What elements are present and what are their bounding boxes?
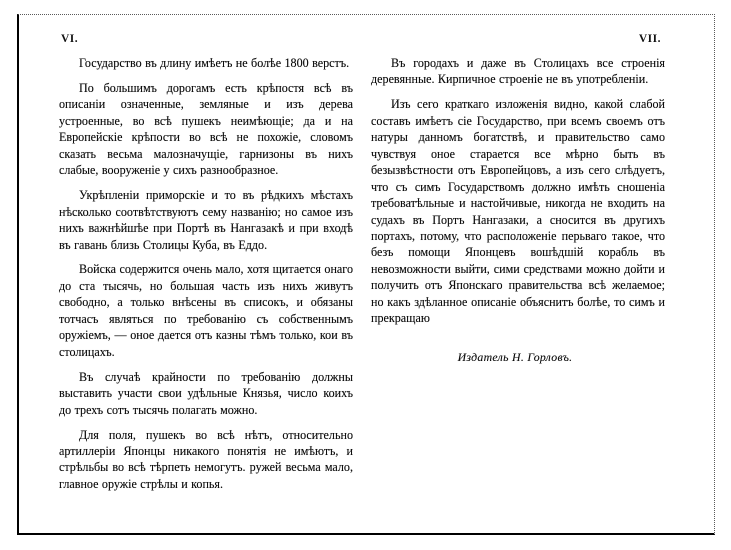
right-page-text-block — [371, 55, 665, 365]
left-page-column — [59, 29, 353, 492]
page-border-frame — [17, 14, 715, 535]
paragraph: Въ городахъ и даже въ Столицахъ все строенія деревянные. Кирпичное строеніе не въ употребленіи. — [371, 56, 665, 87]
paragraph: По большимъ дорогамъ есть крѣпостя всѣ въ описаніи означенные, земляные и изъ дерева устроенные, во всѣ пушекъ неимѣющіе; да и на Европейскіе крѣпости во всѣ не похожіе, словомъ сказать весьма малозначущіе, гарнизоны въ нихъ слабые, вооруженіе у сихъ разнообразное. — [59, 80, 353, 178]
paragraph: Въ случаѣ крайности по требованію должны выставить участи свои удѣльные Князья, число коихъ до трехъ сотъ тысячь полагать можно. — [59, 369, 353, 417]
right-page-folio-number: VII. — [638, 33, 661, 45]
right-page-column — [371, 29, 665, 365]
paragraph: Укрѣпленіи приморскіе и то въ рѣдкихъ мѣстахъ нѣсколько соотвѣтствуютъ сему названію; но самое изъ нихъ важнѣйшѣе при Портѣ въ Нангазакѣ и при входѣ въ гавань близь Столицы Куба, въ Еддо. — [59, 188, 353, 252]
left-page-text-block — [59, 55, 353, 492]
paragraph: Изъ сего краткаго изложенія видно, какой слабой составъ имѣетъ сіе Государство, при всемъ своемъ отъ натуры данномъ богатствѣ, и правительство само чувствуя оное старается все мѣрно быть въ безызвѣстности отъ Европейцовъ, а изъ сего слѣдуетъ, что съ симъ Государствомъ должно имѣть сношеніа требоватѣльные и настойчивые, никогда не входить на судахъ въ Портъ Нангазаки, а сносится въ другихъ портахъ, потому, что расположеніе перьваго такое, что безъ помощи Японцевъ вошѣдшій корабль въ невозможности выйти, сими средствами можно дойти и получить отъ Японскаго правительства всѣ желаемое; но какъ здѣланное описаніе объяснитъ болѣе, то симъ и прекращаю — [371, 97, 665, 326]
paragraph: Государство въ длину имѣетъ не болѣе 1800 верстъ. — [79, 56, 350, 70]
left-page-folio-number: VI. — [61, 33, 79, 45]
publisher-signature: Издатель Н. Горловъ. — [457, 349, 573, 364]
page-content-area — [19, 15, 717, 536]
paragraph: Войска содержится очень мало, хотя щитается онаго до ста тысячь, но большая часть изъ нихъ живутъ свободно, а только внѣсены въ списокъ, и обязаны тотчасъ являться по требованію съ собственнымъ оружіемъ, — оное дается отъ казны тѣмъ только, кои въ столицахъ. — [59, 262, 353, 359]
paragraph: Для поля, пушекъ во всѣ нѣтъ, относительно артиллеріи Японцы никакого понятія не имѣютъ, и стрѣльбы во всѣ тѣрпеть немогутъ. ружей весьма мало, главное оружіе стрѣлы и копья. — [59, 427, 353, 491]
